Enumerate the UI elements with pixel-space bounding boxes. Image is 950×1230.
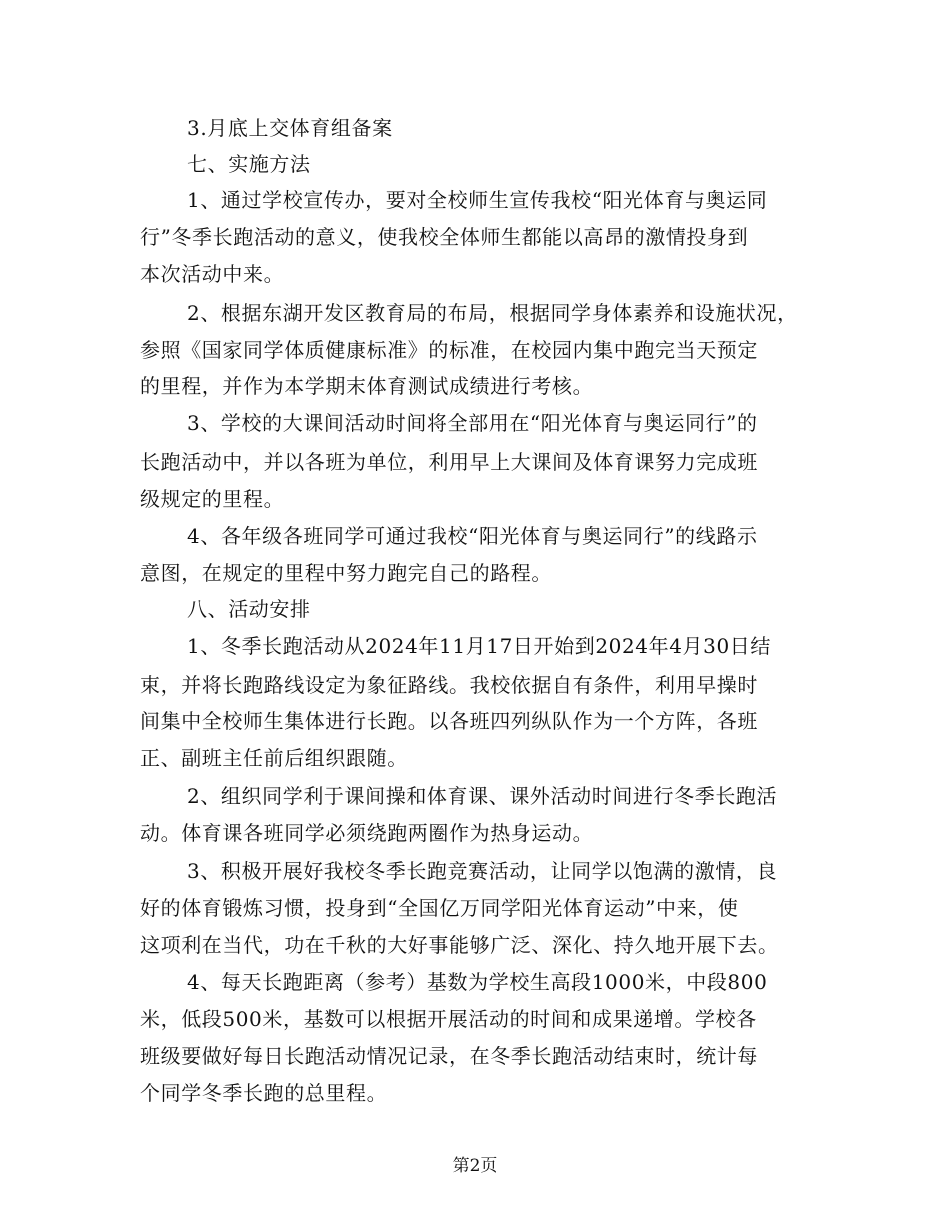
text-line: 米，低段500米，基数可以根据开展活动的时间和成果递增。学校各 [140, 1007, 757, 1031]
text-line: 动。体育课各班同学必须绕跑两圈作为热身运动。 [140, 821, 594, 845]
text-line: 1、通过学校宣传办，要对全校师生宣传我校“阳光体育与奥运同 [187, 188, 768, 212]
section-heading: 七、实施方法 [187, 152, 311, 176]
text-line: 间集中全校师生集体进行长跑。以各班四列纵队作为一个方阵，各班 [140, 709, 758, 733]
text-line: 3.月底上交体育组备案 [187, 116, 393, 140]
page-number: 第2页 [452, 1156, 498, 1176]
text-line: 行”冬季长跑活动的意义，使我校全体师生都能以高昂的激情投身到 [140, 225, 749, 249]
text-line: 2、根据东湖开发区教育局的布局，根据同学身体素养和设施状况， [187, 301, 798, 325]
text-line: 正、副班主任前后组织跟随。 [140, 746, 408, 770]
text-line: 3、学校的大课间活动时间将全部用在“阳光体育与奥运同行”的 [187, 411, 758, 435]
text-line: 这项利在当代，功在千秋的大好事能够广泛、深化、持久地开展下去。 [140, 933, 779, 957]
text-line: 个同学冬季长跑的总里程。 [140, 1081, 388, 1105]
text-line: 意图，在规定的里程中努力跑完自己的路程。 [140, 561, 552, 585]
text-line: 本次活动中来。 [140, 262, 285, 286]
text-line: 长跑活动中，并以各班为单位，利用早上大课间及体育课努力完成班 [140, 450, 758, 474]
text-line: 4、每天长跑距离（参考）基数为学校生高段1000米，中段800 [187, 970, 768, 994]
text-line: 1、冬季长跑活动从2024年11月17日开始到2024年4月30日结 [187, 634, 771, 658]
text-line: 级规定的里程。 [140, 487, 285, 511]
text-line: 4、各年级各班同学可通过我校“阳光体育与奥运同行”的线路示 [187, 524, 758, 548]
text-line: 好的体育锻炼习惯，投身到“全国亿万同学阳光体育运动”中来，使 [140, 896, 739, 920]
text-line: 的里程，并作为本学期末体育测试成绩进行考核。 [140, 374, 594, 398]
section-heading: 八、活动安排 [187, 597, 311, 621]
text-line: 参照《国家同学体质健康标准》的标准，在校园内集中跑完当天预定 [140, 338, 758, 362]
text-line: 2、组织同学利于课间操和体育课、课外活动时间进行冬季长跑活 [187, 784, 778, 808]
text-line: 束，并将长跑路线设定为象征路线。我校依据自有条件，利用早操时 [140, 673, 758, 697]
text-line: 3、积极开展好我校冬季长跑竞赛活动，让同学以饱满的激情，良 [187, 859, 778, 883]
text-line: 班级要做好每日长跑活动情况记录，在冬季长跑活动结束时，统计每 [140, 1044, 758, 1068]
